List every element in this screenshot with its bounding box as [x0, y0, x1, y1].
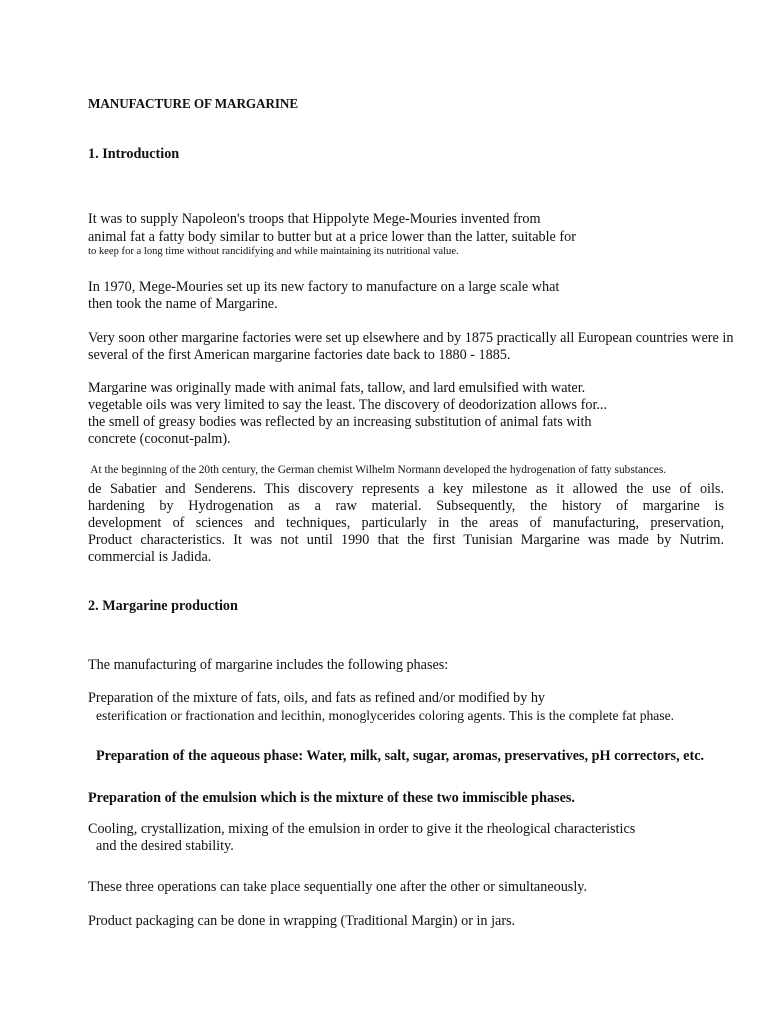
paragraph-line: development of sciences and techniques, particularly in the areas of manufacturing, preservation,	[88, 515, 724, 531]
paragraph-line: Preparation of the mixture of fats, oils, and fats as refined and/or modified by hy	[88, 690, 546, 706]
paragraph-line: vegetable oils was very limited to say the least. The discovery of deodorization allows for...	[88, 397, 608, 413]
justified-paragraph	[88, 481, 724, 566]
paragraph-line: Margarine was originally made with animal fats, tallow, and lard emulsified with water.	[88, 380, 586, 396]
section-heading-production: 2. Margarine production	[88, 598, 238, 614]
paragraph-line: and the desired stability.	[96, 838, 234, 854]
paragraph-line: Very soon other margarine factories were set up elsewhere and by 1875 practically all European countries were in	[88, 330, 734, 346]
section-heading-introduction: 1. Introduction	[88, 146, 180, 162]
paragraph-line: concrete (coconut-palm).	[88, 431, 231, 447]
paragraph-line: At the beginning of the 20th century, the German chemist Wilhelm Normann developed the hydrogenation of fatty substances.	[88, 464, 667, 476]
paragraph-line: Product packaging can be done in wrapping (Traditional Margin) or in jars.	[88, 913, 516, 929]
document-title: MANUFACTURE OF MARGARINE	[88, 96, 299, 111]
paragraph-line: Cooling, crystallization, mixing of the emulsion in order to give it the rheological characteristics	[88, 821, 636, 837]
paragraph-line: commercial is Jadida.	[88, 549, 212, 565]
phase-emulsion: Preparation of the emulsion which is the mixture of these two immiscible phases.	[88, 790, 575, 806]
paragraph-line: esterification or fractionation and lecithin, monoglycerides coloring agents. This is the complete fat phase.	[96, 708, 675, 723]
paragraph-line: de Sabatier and Senderens. This discovery represents a key milestone as it allowed the use of oils.	[88, 481, 724, 497]
paragraph-line: then took the name of Margarine.	[88, 296, 278, 312]
paragraph-line: Product characteristics. It was not until 1990 that the first Tunisian Margarine was made by Nutrim.	[88, 532, 724, 548]
paragraph-line: It was to supply Napoleon's troops that Hippolyte Mege-Mouries invented from	[88, 211, 541, 227]
paragraph-line: several of the first American margarine factories date back to 1880 - 1885.	[88, 347, 511, 363]
paragraph-line: These three operations can take place sequentially one after the other or simultaneously.	[88, 879, 587, 895]
paragraph-line: animal fat a fatty body similar to butter but at a price lower than the latter, suitable for	[88, 229, 576, 245]
paragraph-line: the smell of greasy bodies was reflected by an increasing substitution of animal fats with	[88, 414, 592, 430]
paragraph-line: The manufacturing of margarine includes the following phases:	[88, 657, 449, 673]
paragraph-line: In 1970, Mege-Mouries set up its new factory to manufacture on a large scale what	[88, 279, 560, 295]
paragraph-line: hardening by Hydrogenation as a raw material. Subsequently, the history of margarine is	[88, 498, 724, 514]
paragraph-line: to keep for a long time without rancidifying and while maintaining its nutritional value.	[88, 246, 459, 257]
phase-aqueous: Preparation of the aqueous phase: Water, milk, salt, sugar, aromas, preservatives, pH correctors, etc.	[96, 748, 705, 764]
